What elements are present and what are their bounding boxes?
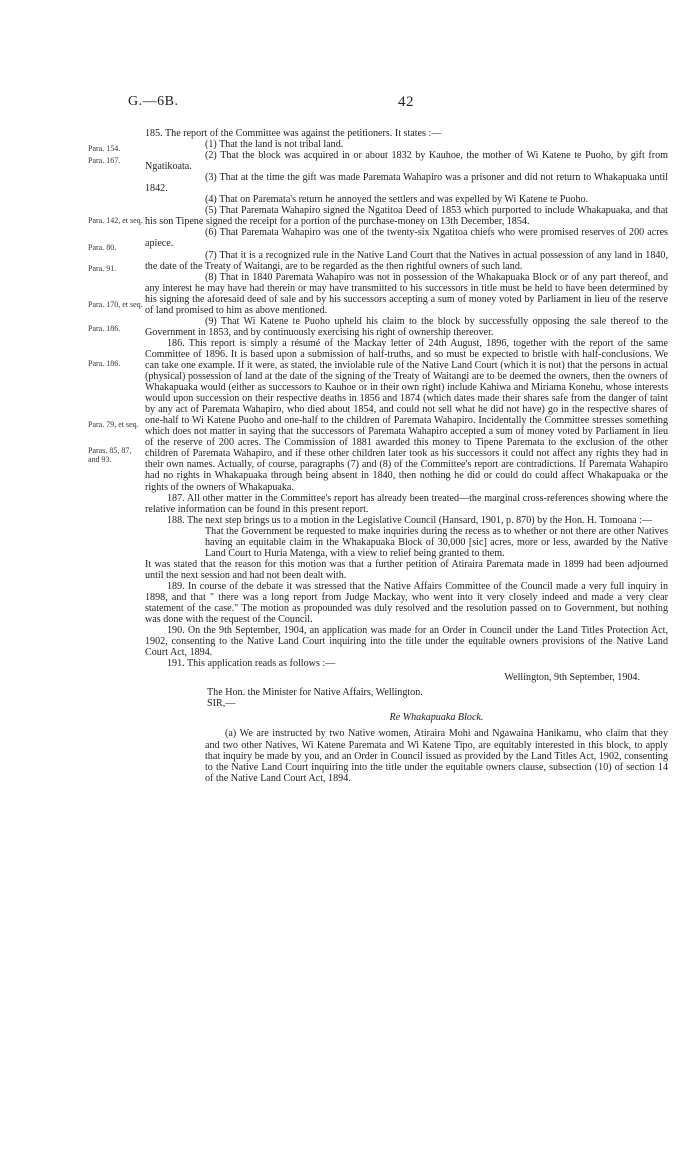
margin-note: Para. 91. [88, 264, 117, 273]
list-item: (2) That the block was acquired in or about 1832 by Kauhoe, the mother of Wi Katene te Puoho, by gift from Ngatikoata. [145, 150, 668, 173]
margin-note: Para. 80. [88, 243, 117, 252]
margin-note: Para. 186. [88, 324, 121, 333]
paragraph: 185. The report of the Committee was against the petitioners. It states :— [145, 128, 442, 139]
paragraph: 188. The next step brings us to a motion in the Legislative Council (Hansard, 1901, p. 870) by the Hon. H. Tomoana :— [167, 514, 653, 526]
margin-note: Para. 167. [88, 156, 121, 165]
letter-addressee: The Hon. the Minister for Native Affairs, Wellington. [207, 687, 423, 699]
list-item: (4) That on Paremata's return he annoyed the settlers and was expelled by Wi Katene te Puoho. [205, 194, 589, 206]
document-reference: G.—6B. [128, 94, 179, 109]
page-number: 42 [398, 94, 414, 110]
letter-dateline: Wellington, 9th September, 1904. [504, 672, 640, 684]
paragraph: 186. This report is simply a résumé of the Mackay letter of 24th August, 1896, together with the report of the same Committee of 1896. It is based upon a submission of half-truths, and so must be expected to bristle with half-conclusions. We can take one example. If it were, as stated, the inviolable rule of the Native Land Court (which it is not) that the persons in actual (physical) possession of land at the date of the signing of the Treaty of Waitangi are to be deemed the owners, then the owners of Whakapuaka would (either as successors to Kauhoe or in their own right) include Kahiwa and Miriama Konehu, whose interests would upon succession on their respective deaths in 1856 and 1874 (which dates made their shares safe from the danger of taint by any act of Paremata Wahapiro, who died about 1854, and could not sell what he did not have) go in the respective shares of one-half to Wi Katene Puoho and one-half to the children of Paremata Wahapiro. Incidentally the Committee stresses something which does not matter in saying that the successors of Paremata Wahapiro accepted a sum of money voted by Parliament in lieu of the reserve of 200 acres. The Commission of 1881 awarded this money to Tipene Paremata to the exclusion of the other children of Paremata Wahapiro, and if these other children later took as his successors it could not affect any rights they had in their own names. Actually, of course, paragraphs (7) and (8) of the Committee's report are contradictions. If Paremata Wahapiro had no rights in Whakapuaka through being absent in 1840, then nothing he did or could do could affect Whakapuaka or the rights of the owners of Whakapuaka. [145, 337, 668, 493]
margin-note: Paras. 85, 87, and 93. [88, 446, 132, 465]
block-quote: That the Government be requested to make inquiries during the recess as to whether or not there are other Natives having an equitable claim in the Whakapuaka Block of 30,000 [sic] acres, more or less, awarded by the Native Land Court to Huria Matenga, with a view to relief being granted to them. [205, 525, 668, 559]
letter-paragraph: (a) We are instructed by two Native women, Atiraira Mohi and Ngawaina Hanikamu, who claim that they and two other Natives, Wi Katene Paremata and Wi Katene Tipo, are equitably interested in this block, to apply that inquiry be made by you, and an Order in Council issued as provided by the Land Titles Act, 1902, consenting to the Native Land Court inquiring into the title under the equitable owners clause, subsection (10) of section 14 of the Native Land Court Act, 1894. [205, 728, 668, 784]
margin-note: Para. 79, et seq. [88, 420, 139, 429]
paragraph: It was stated that the reason for this motion was that a further petition of Atiraira Paremata made in 1899 had been adjourned until the next session and had not been dealt with. [145, 558, 668, 581]
margin-note: Para. 142, et seq. [88, 216, 143, 225]
letter-subject: Re Whakapuaka Block. [389, 712, 484, 724]
paragraph: 191. This application reads as follows :— [167, 658, 336, 670]
list-item: (7) That it is a recognized rule in the Native Land Court that the Natives in actual possession of any land in 1840, the date of the Treaty of Waitangi, are to be regarded as the then rightful owners of such land. [145, 249, 668, 272]
list-item: (6) That Paremata Wahapiro was one of the twenty-six Ngatitoa chiefs who were promised reserves of 200 acres apiece. [145, 227, 668, 250]
paragraph: 187. All other matter in the Committee's report has already been treated—the marginal cross-references showing where the relative information can be found in this present report. [145, 492, 668, 515]
list-item: (9) That Wi Katene te Puoho upheld his claim to the block by successfully opposing the sale thereof to the Government in 1853, and by continuously exercising his right of ownership thereover. [145, 315, 668, 338]
paragraph: 190. On the 9th September, 1904, an application was made for an Order in Council under the Land Titles Protection Act, 1902, consenting to the Native Land Court inquiring into the title under the equitable owners provisions of the Native Land Court Act, 1894. [145, 625, 668, 659]
document-body [145, 128, 668, 784]
margin-note: Para. 154. [88, 144, 121, 153]
list-item: (3) That at the time the gift was made Paremata Wahapiro was a prisoner and did not return to Whakapuaka until 1842. [145, 172, 668, 195]
margin-note: Para. 186. [88, 359, 121, 368]
margin-note: Para. 170, et seq. [88, 300, 143, 309]
list-item: (5) That Paremata Wahapiro signed the Ngatitoa Deed of 1853 which purported to include Whakapuaka, and that his son Tipene signed the receipt for a portion of the purchase-money on 13th December, 1854. [145, 205, 668, 228]
paragraph: 189. In course of the debate it was stressed that the Native Affairs Committee of the Council made a very full inquiry in 1898, and that " there was a long report from Judge Mackay, who went into it very closely indeed and made a very clear statement of the case." The motion as propounded was duly resolved and the resolution passed on to Government, but nothing was done with the request of the Council. [145, 580, 668, 626]
list-item: (1) That the land is not tribal land. [205, 139, 344, 151]
letter-salutation: SIR,— [207, 698, 236, 710]
list-item: (8) That in 1840 Paremata Wahapiro was not in possession of the Whakapuaka Block or of any part thereof, and any interest he may have had therein or may have transmitted to his successors in title must be held to have been determined by his signing the aforesaid deed of sale and by his successors accepting a sum of money voted by Parliament in lieu of the reserve of land promised to him as above mentioned. [145, 271, 668, 316]
